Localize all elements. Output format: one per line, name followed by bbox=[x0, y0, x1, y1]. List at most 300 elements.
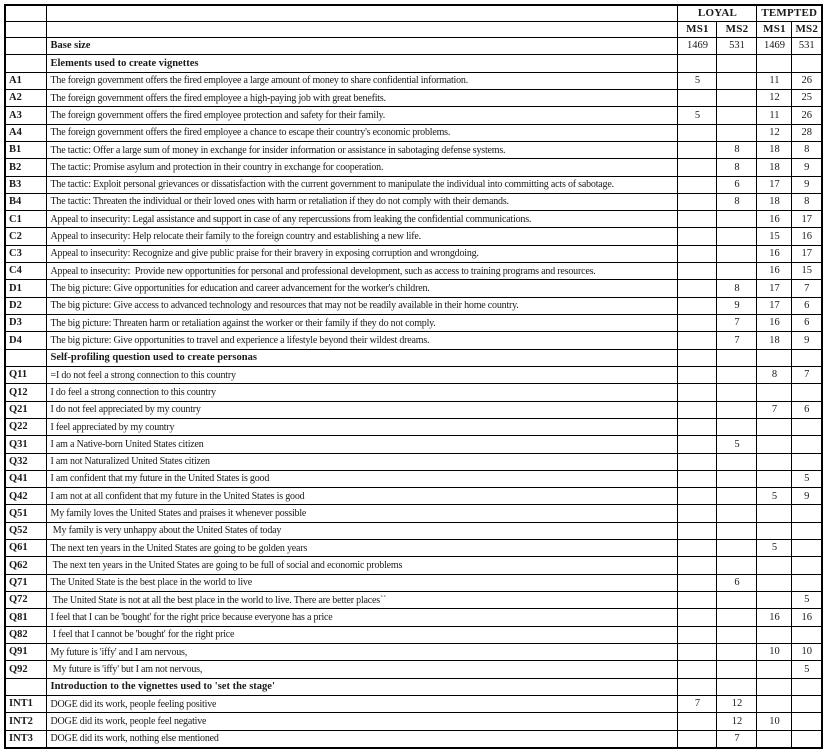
row-id-cell: Q91 bbox=[5, 643, 46, 660]
table-row bbox=[5, 661, 822, 678]
row-text-cell: Appeal to insecurity: Legal assistance and support in case of any repercussions from leaking the confidential communications. bbox=[46, 211, 678, 228]
row-id-cell: D4 bbox=[5, 332, 46, 349]
row-id-cell: B1 bbox=[5, 141, 46, 158]
value-cell-loyal-ms2 bbox=[717, 401, 757, 418]
value-cell-loyal-ms1: 7 bbox=[678, 695, 717, 712]
row-text-cell: My future is 'iffy' and I am nervous, bbox=[46, 643, 678, 660]
table-row bbox=[5, 522, 822, 539]
row-text-cell: The next ten years in the United States are going to be golden years bbox=[46, 540, 678, 557]
table-row bbox=[5, 72, 822, 89]
value-cell-tempted-ms1: 18 bbox=[757, 332, 792, 349]
value-cell-loyal-ms1 bbox=[678, 557, 717, 574]
row-id-cell: B3 bbox=[5, 176, 46, 193]
table-row bbox=[5, 280, 822, 297]
section-header-row bbox=[5, 349, 822, 366]
value-cell-loyal-ms1 bbox=[678, 332, 717, 349]
table-row bbox=[5, 124, 822, 141]
row-text-cell: The next ten years in the United States are going to be full of social and economic problems bbox=[46, 557, 678, 574]
value-cell-loyal-ms1 bbox=[678, 574, 717, 591]
value-cell-tempted-ms2 bbox=[792, 522, 822, 539]
table-body bbox=[5, 38, 822, 749]
table-row bbox=[5, 315, 822, 332]
row-text-cell: I do not feel appreciated by my country bbox=[46, 401, 678, 418]
value-cell-loyal-ms1 bbox=[678, 228, 717, 245]
table-row bbox=[5, 418, 822, 435]
value-cell-loyal-ms2 bbox=[717, 557, 757, 574]
table-row bbox=[5, 159, 822, 176]
row-id-cell: A2 bbox=[5, 89, 46, 106]
value-cell-loyal-ms1 bbox=[678, 470, 717, 487]
value-cell-tempted-ms2: 15 bbox=[792, 263, 822, 280]
table-row bbox=[5, 609, 822, 626]
value-cell-loyal-ms1 bbox=[678, 661, 717, 678]
row-text-cell: I feel that I cannot be 'bought' for the right price bbox=[46, 626, 678, 643]
value-cell-tempted-ms1 bbox=[757, 574, 792, 591]
row-id-cell: C4 bbox=[5, 263, 46, 280]
value-cell-loyal-ms2 bbox=[717, 211, 757, 228]
value-cell-loyal-ms1 bbox=[678, 713, 717, 730]
value-cell-tempted-ms1 bbox=[757, 730, 792, 748]
column-loyal-ms2: MS2 bbox=[717, 22, 757, 38]
value-cell-loyal-ms2: 7 bbox=[717, 332, 757, 349]
row-text-cell: I am a Native-born United States citizen bbox=[46, 436, 678, 453]
row-text-cell: The foreign government offers the fired employee protection and safety for their family. bbox=[46, 107, 678, 124]
table-row bbox=[5, 228, 822, 245]
value-cell-tempted-ms2: 16 bbox=[792, 228, 822, 245]
row-id-cell: Q12 bbox=[5, 384, 46, 401]
value-cell-tempted-ms1: 11 bbox=[757, 107, 792, 124]
column-tempted-ms1: MS1 bbox=[757, 22, 792, 38]
section-header-row bbox=[5, 678, 822, 695]
row-text-cell: I am not Naturalized United States citizen bbox=[46, 453, 678, 470]
table-row bbox=[5, 176, 822, 193]
value-cell-loyal-ms1 bbox=[678, 401, 717, 418]
table-row bbox=[5, 332, 822, 349]
value-cell-loyal-ms1 bbox=[678, 193, 717, 210]
value-cell-loyal-ms2 bbox=[717, 349, 757, 366]
row-id-cell: Q21 bbox=[5, 401, 46, 418]
table-row bbox=[5, 193, 822, 210]
value-cell-loyal-ms1 bbox=[678, 176, 717, 193]
row-text-cell: I feel appreciated by my country bbox=[46, 418, 678, 435]
row-text-cell: Appeal to insecurity: Help relocate their family to the foreign country and establishing a new life. bbox=[46, 228, 678, 245]
value-cell-tempted-ms2: 531 bbox=[792, 38, 822, 55]
row-id-cell: Q92 bbox=[5, 661, 46, 678]
row-id-cell: Q41 bbox=[5, 470, 46, 487]
value-cell-tempted-ms1: 18 bbox=[757, 159, 792, 176]
corner-cell-id-2 bbox=[5, 22, 46, 38]
value-cell-tempted-ms2: 25 bbox=[792, 89, 822, 106]
value-cell-tempted-ms1: 12 bbox=[757, 89, 792, 106]
row-id-cell: Q22 bbox=[5, 418, 46, 435]
value-cell-tempted-ms2 bbox=[792, 730, 822, 748]
corner-cell-text bbox=[46, 5, 678, 22]
row-id-cell: INT1 bbox=[5, 695, 46, 712]
corner-cell-id bbox=[5, 5, 46, 22]
value-cell-tempted-ms2 bbox=[792, 349, 822, 366]
row-id-cell: B4 bbox=[5, 193, 46, 210]
table-row bbox=[5, 453, 822, 470]
row-text-cell: I feel that I can be 'bought' for the right price because everyone has a price bbox=[46, 609, 678, 626]
row-id-cell: D3 bbox=[5, 315, 46, 332]
value-cell-tempted-ms1 bbox=[757, 349, 792, 366]
value-cell-loyal-ms1 bbox=[678, 263, 717, 280]
value-cell-loyal-ms2 bbox=[717, 592, 757, 609]
value-cell-loyal-ms1 bbox=[678, 315, 717, 332]
value-cell-tempted-ms1: 11 bbox=[757, 72, 792, 89]
value-cell-tempted-ms2 bbox=[792, 713, 822, 730]
table-row bbox=[5, 730, 822, 748]
table-row bbox=[5, 211, 822, 228]
value-cell-tempted-ms1: 8 bbox=[757, 366, 792, 383]
vignette-summary-table bbox=[4, 4, 823, 749]
value-cell-loyal-ms2 bbox=[717, 89, 757, 106]
value-cell-loyal-ms1 bbox=[678, 540, 717, 557]
row-id-cell bbox=[5, 38, 46, 55]
row-id-cell: A4 bbox=[5, 124, 46, 141]
value-cell-tempted-ms2: 17 bbox=[792, 245, 822, 262]
value-cell-tempted-ms1: 17 bbox=[757, 176, 792, 193]
table-row bbox=[5, 89, 822, 106]
value-cell-loyal-ms2: 6 bbox=[717, 574, 757, 591]
value-cell-loyal-ms2 bbox=[717, 107, 757, 124]
row-id-cell: Q62 bbox=[5, 557, 46, 574]
value-cell-tempted-ms1: 17 bbox=[757, 297, 792, 314]
value-cell-loyal-ms2: 6 bbox=[717, 176, 757, 193]
value-cell-loyal-ms1 bbox=[678, 384, 717, 401]
value-cell-tempted-ms2: 7 bbox=[792, 366, 822, 383]
value-cell-loyal-ms1 bbox=[678, 418, 717, 435]
value-cell-tempted-ms2 bbox=[792, 574, 822, 591]
value-cell-tempted-ms1 bbox=[757, 678, 792, 695]
value-cell-loyal-ms1 bbox=[678, 159, 717, 176]
row-text-cell: The United State is not at all the best place in the world to live. There are better places`` bbox=[46, 592, 678, 609]
value-cell-loyal-ms2: 5 bbox=[717, 436, 757, 453]
row-text-cell: The tactic: Exploit personal grievances or dissatisfaction with the current government to manipulate the individual into committing acts of sabotage. bbox=[46, 176, 678, 193]
value-cell-tempted-ms1 bbox=[757, 436, 792, 453]
table-row bbox=[5, 540, 822, 557]
value-cell-loyal-ms1 bbox=[678, 505, 717, 522]
column-tempted-ms2: MS2 bbox=[792, 22, 822, 38]
value-cell-loyal-ms2 bbox=[717, 626, 757, 643]
row-text-cell: I do feel a strong connection to this country bbox=[46, 384, 678, 401]
row-text-cell: The big picture: Threaten harm or retaliation against the worker or their family if they do not comply. bbox=[46, 315, 678, 332]
table-row bbox=[5, 488, 822, 505]
value-cell-loyal-ms1 bbox=[678, 678, 717, 695]
value-cell-loyal-ms2 bbox=[717, 263, 757, 280]
row-id-cell: Q71 bbox=[5, 574, 46, 591]
value-cell-tempted-ms1: 16 bbox=[757, 609, 792, 626]
value-cell-tempted-ms1 bbox=[757, 522, 792, 539]
value-cell-tempted-ms1 bbox=[757, 453, 792, 470]
value-cell-loyal-ms2: 7 bbox=[717, 315, 757, 332]
value-cell-tempted-ms2 bbox=[792, 557, 822, 574]
row-text-cell: Appeal to insecurity: Provide new opportunities for personal and professional development, such as access to training programs and resources. bbox=[46, 263, 678, 280]
value-cell-tempted-ms2: 5 bbox=[792, 661, 822, 678]
value-cell-loyal-ms2 bbox=[717, 228, 757, 245]
row-id-cell: D2 bbox=[5, 297, 46, 314]
row-text-cell: Elements used to create vignettes bbox=[46, 55, 678, 72]
table-row bbox=[5, 592, 822, 609]
row-text-cell: The foreign government offers the fired employee a high-paying job with great benefits. bbox=[46, 89, 678, 106]
value-cell-loyal-ms1 bbox=[678, 453, 717, 470]
sub-header-row bbox=[5, 22, 822, 38]
value-cell-loyal-ms1 bbox=[678, 730, 717, 748]
row-text-cell: The United State is the best place in the world to live bbox=[46, 574, 678, 591]
table-row bbox=[5, 366, 822, 383]
value-cell-tempted-ms1 bbox=[757, 418, 792, 435]
value-cell-tempted-ms1 bbox=[757, 626, 792, 643]
value-cell-tempted-ms2: 5 bbox=[792, 592, 822, 609]
row-text-cell: =I do not feel a strong connection to this country bbox=[46, 366, 678, 383]
value-cell-tempted-ms1 bbox=[757, 384, 792, 401]
value-cell-tempted-ms1: 10 bbox=[757, 713, 792, 730]
value-cell-tempted-ms1 bbox=[757, 557, 792, 574]
row-id-cell: C2 bbox=[5, 228, 46, 245]
value-cell-tempted-ms2 bbox=[792, 695, 822, 712]
table-row bbox=[5, 401, 822, 418]
value-cell-loyal-ms2 bbox=[717, 124, 757, 141]
value-cell-tempted-ms1: 15 bbox=[757, 228, 792, 245]
value-cell-loyal-ms2 bbox=[717, 72, 757, 89]
value-cell-tempted-ms2: 26 bbox=[792, 107, 822, 124]
table-row bbox=[5, 557, 822, 574]
table-row bbox=[5, 626, 822, 643]
value-cell-loyal-ms2: 8 bbox=[717, 141, 757, 158]
value-cell-loyal-ms2: 12 bbox=[717, 713, 757, 730]
row-text-cell: The tactic: Offer a large sum of money in exchange for insider information or assistance in sabotaging defense systems. bbox=[46, 141, 678, 158]
row-text-cell: DOGE did its work, people feel negative bbox=[46, 713, 678, 730]
row-id-cell: Q32 bbox=[5, 453, 46, 470]
value-cell-tempted-ms2: 6 bbox=[792, 315, 822, 332]
value-cell-loyal-ms1: 5 bbox=[678, 72, 717, 89]
row-text-cell: The tactic: Promise asylum and protection in their country in exchange for cooperation. bbox=[46, 159, 678, 176]
value-cell-tempted-ms1 bbox=[757, 470, 792, 487]
table-row bbox=[5, 436, 822, 453]
value-cell-tempted-ms1: 7 bbox=[757, 401, 792, 418]
value-cell-tempted-ms1: 5 bbox=[757, 540, 792, 557]
value-cell-loyal-ms2 bbox=[717, 643, 757, 660]
value-cell-tempted-ms1: 1469 bbox=[757, 38, 792, 55]
value-cell-tempted-ms2: 10 bbox=[792, 643, 822, 660]
value-cell-tempted-ms2 bbox=[792, 55, 822, 72]
value-cell-tempted-ms2: 26 bbox=[792, 72, 822, 89]
corner-cell-text-2 bbox=[46, 22, 678, 38]
value-cell-loyal-ms1 bbox=[678, 124, 717, 141]
value-cell-loyal-ms1 bbox=[678, 245, 717, 262]
value-cell-loyal-ms2 bbox=[717, 418, 757, 435]
value-cell-loyal-ms2 bbox=[717, 522, 757, 539]
value-cell-loyal-ms1: 5 bbox=[678, 107, 717, 124]
row-id-cell: Q11 bbox=[5, 366, 46, 383]
row-id-cell: Q61 bbox=[5, 540, 46, 557]
row-text-cell: My future is 'iffy' but I am not nervous, bbox=[46, 661, 678, 678]
value-cell-loyal-ms1 bbox=[678, 211, 717, 228]
column-loyal-ms1: MS1 bbox=[678, 22, 717, 38]
row-text-cell: Introduction to the vignettes used to 'set the stage' bbox=[46, 678, 678, 695]
value-cell-loyal-ms2 bbox=[717, 245, 757, 262]
table-row bbox=[5, 297, 822, 314]
table-row bbox=[5, 713, 822, 730]
value-cell-loyal-ms2 bbox=[717, 488, 757, 505]
value-cell-tempted-ms2: 6 bbox=[792, 401, 822, 418]
value-cell-tempted-ms1: 16 bbox=[757, 315, 792, 332]
value-cell-tempted-ms1 bbox=[757, 505, 792, 522]
value-cell-loyal-ms1 bbox=[678, 488, 717, 505]
value-cell-tempted-ms2: 9 bbox=[792, 176, 822, 193]
value-cell-tempted-ms2 bbox=[792, 436, 822, 453]
row-id-cell: Q72 bbox=[5, 592, 46, 609]
value-cell-tempted-ms2 bbox=[792, 384, 822, 401]
column-group-tempted: TEMPTED bbox=[757, 5, 822, 22]
row-id-cell: INT3 bbox=[5, 730, 46, 748]
table-row bbox=[5, 470, 822, 487]
value-cell-loyal-ms1 bbox=[678, 349, 717, 366]
value-cell-tempted-ms2: 17 bbox=[792, 211, 822, 228]
value-cell-loyal-ms2 bbox=[717, 55, 757, 72]
row-text-cell: My family is very unhappy about the United States of today bbox=[46, 522, 678, 539]
value-cell-tempted-ms1: 5 bbox=[757, 488, 792, 505]
row-id-cell: INT2 bbox=[5, 713, 46, 730]
value-cell-tempted-ms2: 16 bbox=[792, 609, 822, 626]
table-row bbox=[5, 574, 822, 591]
value-cell-tempted-ms1: 12 bbox=[757, 124, 792, 141]
value-cell-loyal-ms1 bbox=[678, 141, 717, 158]
table-row bbox=[5, 107, 822, 124]
value-cell-loyal-ms2 bbox=[717, 470, 757, 487]
value-cell-loyal-ms1 bbox=[678, 592, 717, 609]
table-row bbox=[5, 643, 822, 660]
row-text-cell: I am not at all confident that my future in the United States is good bbox=[46, 488, 678, 505]
value-cell-tempted-ms2: 9 bbox=[792, 159, 822, 176]
table-row bbox=[5, 245, 822, 262]
value-cell-loyal-ms2 bbox=[717, 540, 757, 557]
value-cell-tempted-ms2 bbox=[792, 626, 822, 643]
value-cell-tempted-ms2 bbox=[792, 418, 822, 435]
row-id-cell bbox=[5, 55, 46, 72]
row-text-cell: The foreign government offers the fired employee a chance to escape their country's economic problems. bbox=[46, 124, 678, 141]
value-cell-loyal-ms2 bbox=[717, 453, 757, 470]
section-header-row bbox=[5, 55, 822, 72]
value-cell-loyal-ms1: 1469 bbox=[678, 38, 717, 55]
value-cell-loyal-ms2: 8 bbox=[717, 159, 757, 176]
value-cell-tempted-ms1 bbox=[757, 695, 792, 712]
value-cell-tempted-ms2: 9 bbox=[792, 488, 822, 505]
table-row bbox=[5, 695, 822, 712]
value-cell-tempted-ms1: 10 bbox=[757, 643, 792, 660]
value-cell-loyal-ms2 bbox=[717, 505, 757, 522]
value-cell-loyal-ms1 bbox=[678, 609, 717, 626]
value-cell-loyal-ms1 bbox=[678, 643, 717, 660]
value-cell-loyal-ms1 bbox=[678, 297, 717, 314]
value-cell-tempted-ms2: 6 bbox=[792, 297, 822, 314]
value-cell-tempted-ms2: 9 bbox=[792, 332, 822, 349]
row-text-cell: DOGE did its work, people feeling positive bbox=[46, 695, 678, 712]
value-cell-loyal-ms2: 531 bbox=[717, 38, 757, 55]
row-text-cell: The big picture: Give opportunities to travel and experience a lifestyle beyond their wildest dreams. bbox=[46, 332, 678, 349]
table-row bbox=[5, 505, 822, 522]
table-row bbox=[5, 384, 822, 401]
value-cell-tempted-ms1 bbox=[757, 661, 792, 678]
value-cell-loyal-ms1 bbox=[678, 55, 717, 72]
value-cell-tempted-ms2 bbox=[792, 505, 822, 522]
row-text-cell: Base size bbox=[46, 38, 678, 55]
value-cell-loyal-ms2 bbox=[717, 366, 757, 383]
column-group-loyal: LOYAL bbox=[678, 5, 757, 22]
value-cell-loyal-ms2: 8 bbox=[717, 193, 757, 210]
row-id-cell: Q52 bbox=[5, 522, 46, 539]
value-cell-tempted-ms1: 16 bbox=[757, 263, 792, 280]
value-cell-tempted-ms1 bbox=[757, 592, 792, 609]
value-cell-loyal-ms2: 9 bbox=[717, 297, 757, 314]
value-cell-tempted-ms2: 7 bbox=[792, 280, 822, 297]
row-id-cell: Q81 bbox=[5, 609, 46, 626]
row-text-cell: Appeal to insecurity: Recognize and give public praise for their bravery in exposing corruption and wrongdoing. bbox=[46, 245, 678, 262]
value-cell-tempted-ms2: 5 bbox=[792, 470, 822, 487]
row-text-cell: The tactic: Threaten the individual or their loved ones with harm or retaliation if they do not comply with their demands. bbox=[46, 193, 678, 210]
value-cell-tempted-ms1: 16 bbox=[757, 245, 792, 262]
value-cell-loyal-ms1 bbox=[678, 436, 717, 453]
row-id-cell: Q42 bbox=[5, 488, 46, 505]
value-cell-tempted-ms1: 17 bbox=[757, 280, 792, 297]
value-cell-tempted-ms1 bbox=[757, 55, 792, 72]
value-cell-loyal-ms2 bbox=[717, 609, 757, 626]
value-cell-tempted-ms2 bbox=[792, 678, 822, 695]
value-cell-tempted-ms2: 8 bbox=[792, 193, 822, 210]
value-cell-loyal-ms2: 12 bbox=[717, 695, 757, 712]
value-cell-loyal-ms2 bbox=[717, 661, 757, 678]
row-id-cell: Q51 bbox=[5, 505, 46, 522]
row-id-cell: C1 bbox=[5, 211, 46, 228]
value-cell-loyal-ms1 bbox=[678, 626, 717, 643]
row-text-cell: DOGE did its work, nothing else mentioned bbox=[46, 730, 678, 748]
row-id-cell: Q31 bbox=[5, 436, 46, 453]
row-id-cell: B2 bbox=[5, 159, 46, 176]
row-id-cell: Q82 bbox=[5, 626, 46, 643]
value-cell-tempted-ms2 bbox=[792, 540, 822, 557]
value-cell-loyal-ms1 bbox=[678, 280, 717, 297]
value-cell-loyal-ms2: 7 bbox=[717, 730, 757, 748]
value-cell-tempted-ms1: 18 bbox=[757, 193, 792, 210]
row-text-cell: The big picture: Give opportunities for education and career advancement for the worker's children. bbox=[46, 280, 678, 297]
value-cell-loyal-ms1 bbox=[678, 89, 717, 106]
row-id-cell bbox=[5, 349, 46, 366]
row-text-cell: The foreign government offers the fired employee a large amount of money to share confidential information. bbox=[46, 72, 678, 89]
table-row bbox=[5, 38, 822, 55]
value-cell-loyal-ms2: 8 bbox=[717, 280, 757, 297]
row-id-cell bbox=[5, 678, 46, 695]
document-page bbox=[4, 4, 823, 749]
value-cell-loyal-ms2 bbox=[717, 384, 757, 401]
row-text-cell: The big picture: Give access to advanced technology and resources that may not be readily available in their home country. bbox=[46, 297, 678, 314]
table-row bbox=[5, 141, 822, 158]
value-cell-loyal-ms2 bbox=[717, 678, 757, 695]
value-cell-loyal-ms1 bbox=[678, 366, 717, 383]
row-id-cell: D1 bbox=[5, 280, 46, 297]
value-cell-tempted-ms2: 28 bbox=[792, 124, 822, 141]
row-id-cell: A3 bbox=[5, 107, 46, 124]
value-cell-tempted-ms1: 18 bbox=[757, 141, 792, 158]
row-text-cell: Self-profiling question used to create personas bbox=[46, 349, 678, 366]
row-id-cell: A1 bbox=[5, 72, 46, 89]
value-cell-tempted-ms1: 16 bbox=[757, 211, 792, 228]
group-header-row bbox=[5, 5, 822, 22]
value-cell-tempted-ms2: 8 bbox=[792, 141, 822, 158]
row-text-cell: I am confident that my future in the United States is good bbox=[46, 470, 678, 487]
value-cell-loyal-ms1 bbox=[678, 522, 717, 539]
row-id-cell: C3 bbox=[5, 245, 46, 262]
value-cell-tempted-ms2 bbox=[792, 453, 822, 470]
